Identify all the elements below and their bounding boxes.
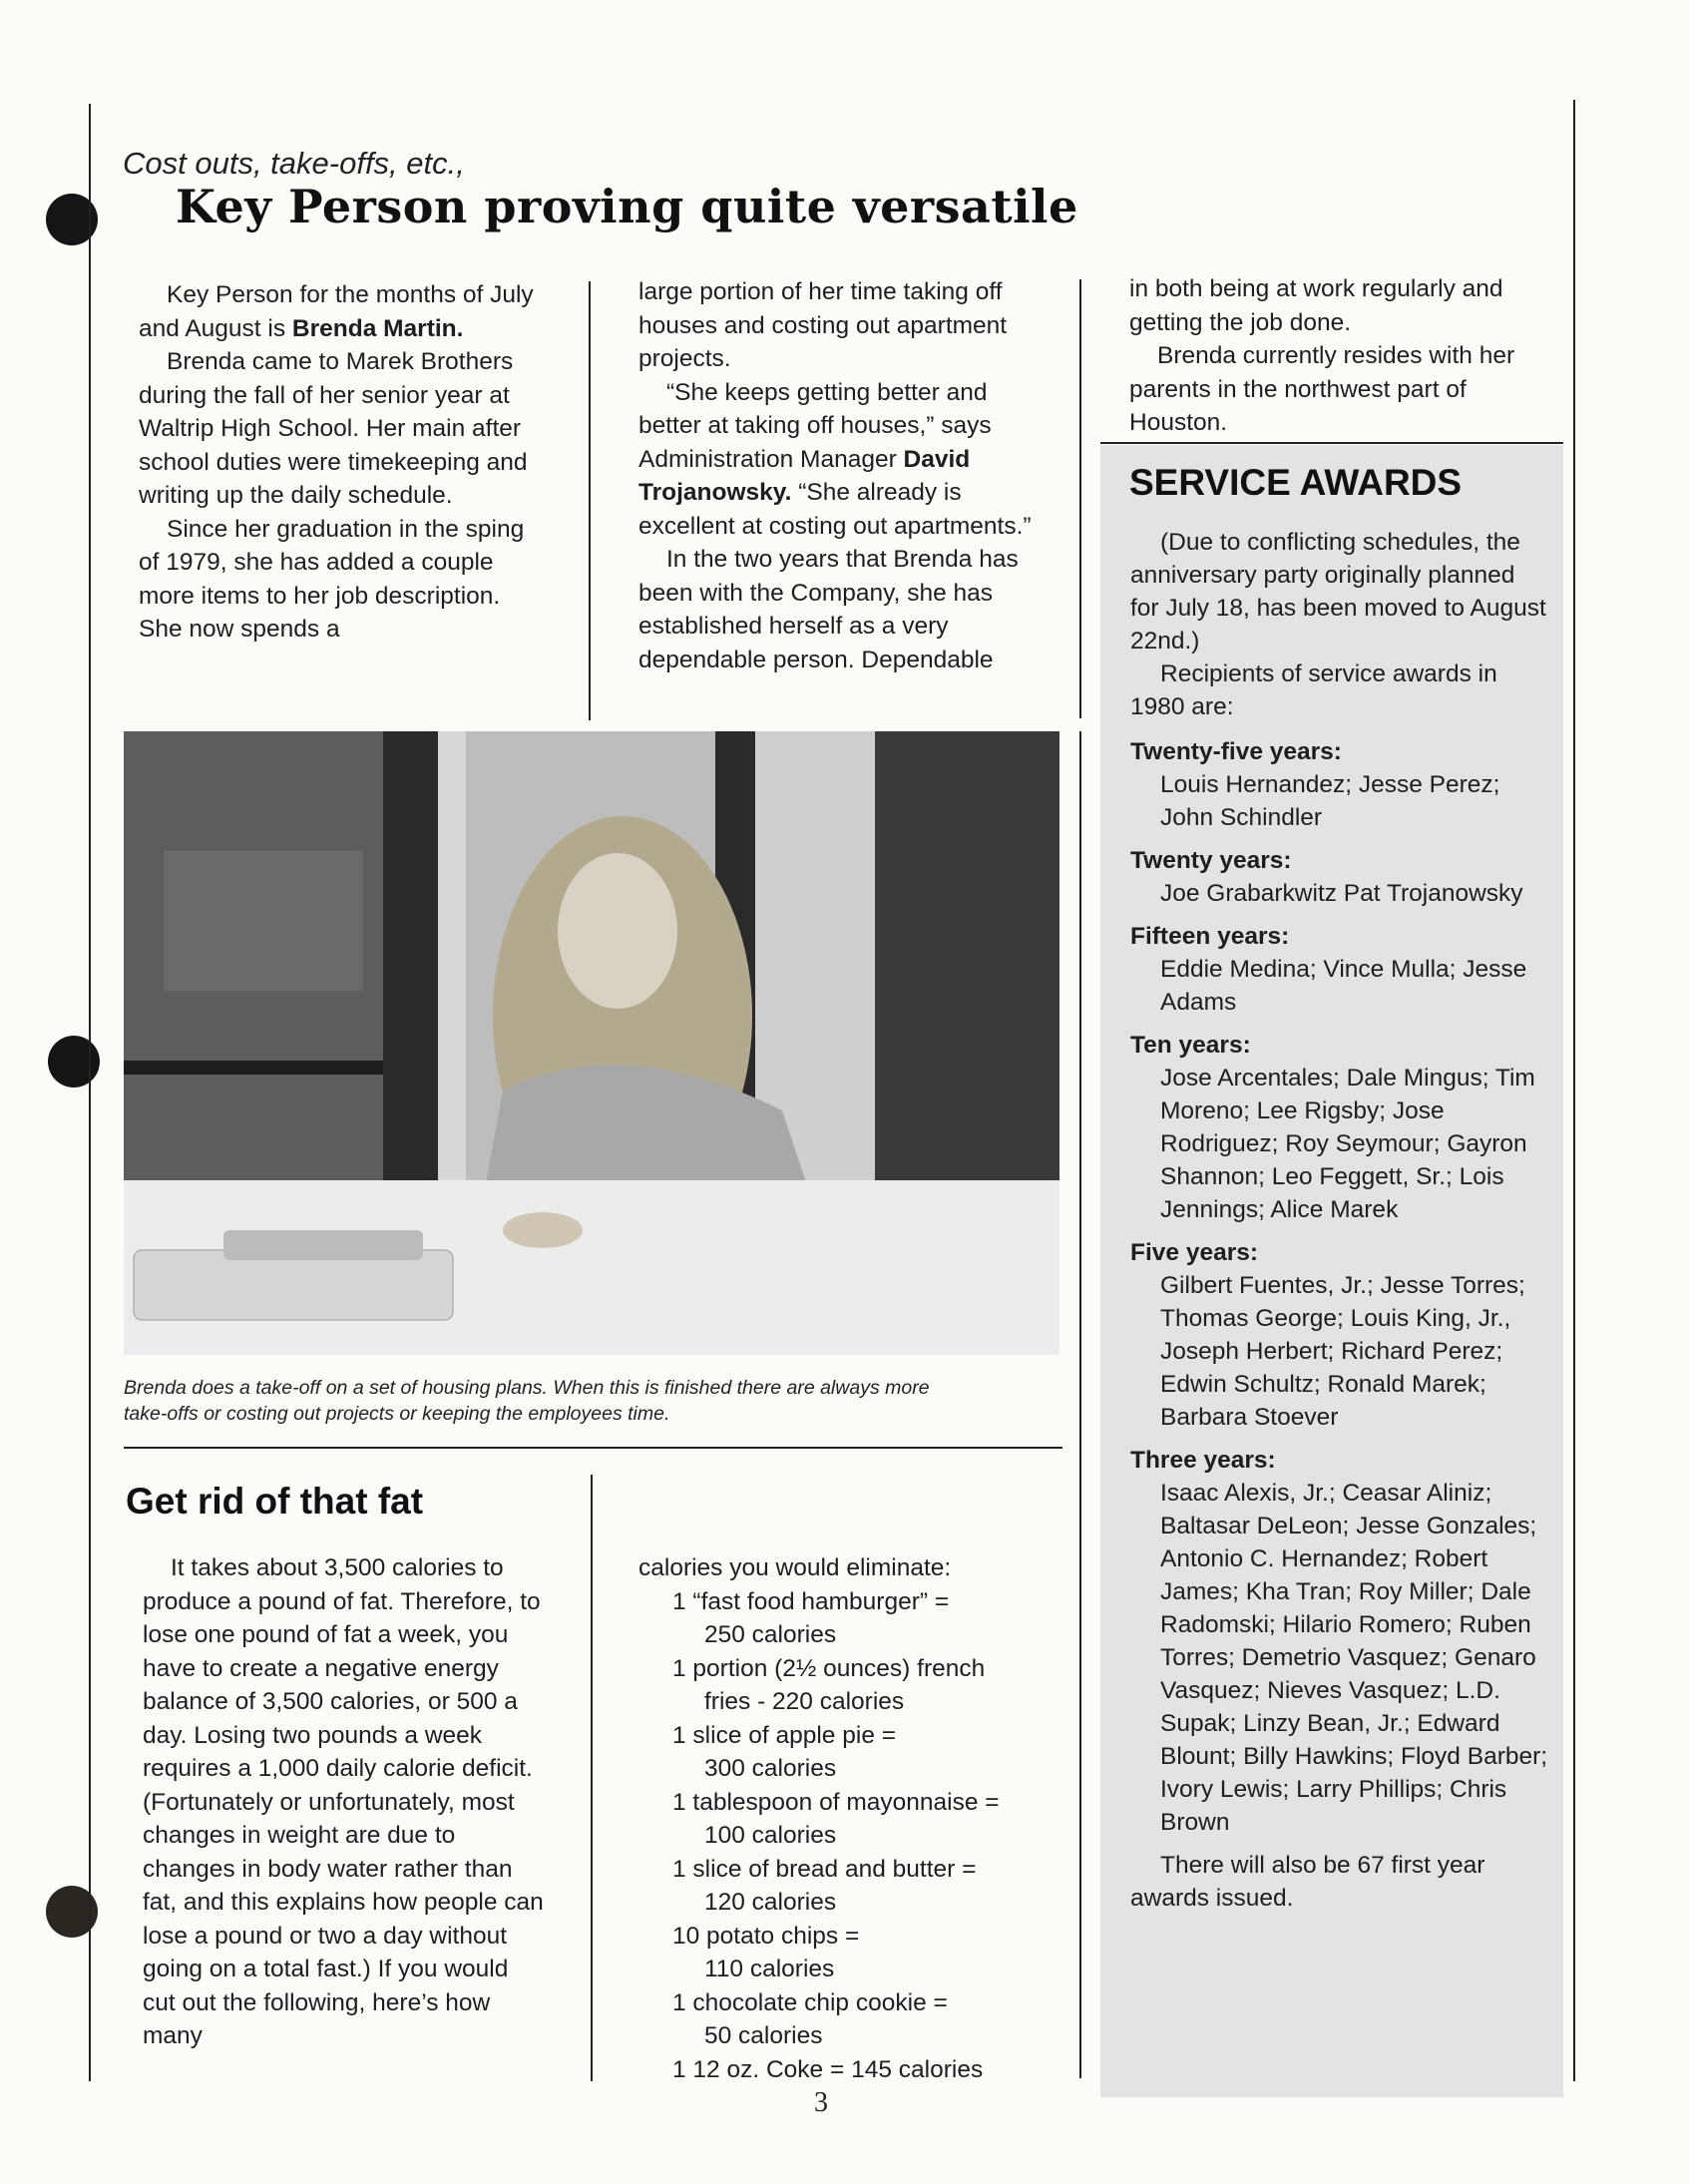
award-group [1130, 920, 1549, 1019]
article-kicker: Cost outs, take-offs, etc., [123, 146, 465, 181]
award-group-names: Isaac Alexis, Jr.; Ceasar Aliniz; Baltasar DeLeon; Jesse Gonzales; Antonio C. Hernandez; Robert James; Kha Tran; Roy Miller; Dale Radomski; Hilario Romero; Ruben Torres; Demetrio Vasquez; Genaro Vasquez; Nieves Vasquez; L.D. Supak; Linzy Bean, Jr.; Edward Blount; Billy Hawkins; Floyd Barber; Ivory Lewis; Larry Phillips; Chris Brown [1160, 1480, 1548, 1836]
column-divider-3 [591, 1475, 593, 2081]
list-intro: calories you would eliminate: [638, 1554, 952, 1581]
service-awards-body [1130, 526, 1549, 1915]
intro-text: Key Person for the months of July and August is [139, 281, 534, 342]
calorie-list-item [638, 1585, 1057, 1652]
article-column-2 [638, 275, 1043, 676]
sidebar-left-rule [1079, 731, 1081, 2078]
award-group-names: Eddie Medina; Vince Mulla; Jesse Adams [1160, 956, 1527, 1016]
calorie-list-item [638, 1853, 1057, 1920]
column-divider-2 [1079, 279, 1081, 718]
award-group-title: Fifteen years: [1130, 923, 1290, 950]
caption-line: take-offs or costing out projects or keeping the employees time. [124, 1403, 670, 1425]
page-number: 3 [814, 2087, 828, 2118]
award-group [1130, 1444, 1549, 1839]
quote-text: “She already is excellent at costing out apartments.” [638, 479, 1032, 540]
award-group [1130, 735, 1549, 834]
calorie-item-line: 1 12 oz. Coke = 145 calories [672, 2055, 984, 2083]
fat-article-body [143, 1551, 547, 2053]
calorie-list-item [638, 1786, 1057, 1853]
service-awards-title: SERVICE AWARDS [1129, 462, 1463, 503]
paragraph: In the two years that Brenda has been with the Company, she has established herself as a very dependable person. Dependable [638, 546, 1019, 673]
key-person-name: Brenda Martin. [291, 314, 464, 342]
calorie-item-line: 1 slice of apple pie = [672, 1721, 897, 1749]
award-group-title: Three years: [1130, 1447, 1276, 1474]
article-headline-fat: Get rid of that fat [126, 1481, 424, 1522]
calorie-item-line: 1 chocolate chip cookie = [672, 1988, 948, 2016]
calorie-item-line: 1 “fast food hamburger” = [672, 1587, 950, 1615]
paragraph: It takes about 3,500 calories to produce a pound of fat. Therefore, to lose one pound of fat a week, you have to create a negative energy balance of 3,500 calories, or 500 a day. Losing two pounds a week requires a 1,000 daily calorie deficit. (Fortunately or unfortunately, most changes in weight are due to changes in body water rather than fat, and this explains how people can lose a pound or two a day without going on a total fast.) If you would cut out the following, here’s how many [143, 1554, 544, 2049]
calorie-item-line: 10 potato chips = [672, 1922, 860, 1950]
award-group-title: Twenty years: [1130, 847, 1292, 874]
award-group-title: Ten years: [1130, 1032, 1251, 1059]
paragraph: Brenda came to Marek Brothers during the fall of her senior year at Waltrip High School. Her main after school duties were timekeeping and writing up the daily schedule. [139, 348, 528, 509]
column-divider-1 [589, 281, 591, 720]
calorie-item-value: 250 calories [704, 1621, 837, 1648]
calorie-items [638, 1585, 1057, 2087]
calorie-list [638, 1551, 1057, 2086]
calorie-list-item [638, 1920, 1057, 1986]
calorie-item-value: 50 calories [704, 2022, 823, 2049]
award-group [1130, 1236, 1549, 1434]
award-group-names: Gilbert Fuentes, Jr.; Jesse Torres; Thomas George; Louis King, Jr., Joseph Herbert; Richard Perez; Edwin Schultz; Ronald Marek; Barbara Stoever [1160, 1272, 1525, 1431]
photo-caption [124, 1375, 1052, 1427]
calorie-item-line: 1 tablespoon of mayonnaise = [672, 1788, 1000, 1816]
paragraph: Brenda currently resides with her parents in the northwest part of Houston. [1129, 342, 1515, 436]
award-group-title: Five years: [1130, 1239, 1259, 1266]
calorie-item-value: 100 calories [704, 1822, 837, 1849]
photo-illustration [124, 731, 1059, 1355]
calorie-item-line: 1 portion (2½ ounces) french [672, 1654, 986, 1682]
calorie-item-value: 300 calories [704, 1755, 837, 1782]
awards-intro: Recipients of service awards in 1980 are: [1130, 660, 1497, 720]
awards-intro: (Due to conflicting schedules, the anniversary party originally planned for July 18, has been moved to August 22nd.) [1130, 529, 1546, 655]
calorie-list-item [638, 1986, 1057, 2053]
photo-brenda-martin [124, 731, 1059, 1355]
binder-hole-middle [48, 1036, 100, 1088]
paragraph: Since her graduation in the sping of 1979, she has added a couple more items to her job description. She now spends a [139, 515, 525, 643]
award-group-title: Twenty-five years: [1130, 738, 1342, 765]
calorie-item-line: 1 slice of bread and butter = [672, 1855, 977, 1883]
calorie-item-value: 110 calories [704, 1956, 835, 1982]
caption-line: Brenda does a take-off on a set of housing plans. When this is finished there are always more [124, 1377, 930, 1399]
left-margin-rule [89, 104, 91, 2081]
section-divider [124, 1447, 1062, 1449]
calorie-list-item [638, 1652, 1057, 1719]
article-column-3 [1129, 272, 1548, 440]
article-column-1 [139, 278, 538, 647]
right-margin-rule [1573, 100, 1575, 2081]
awards-closing: There will also be 67 first year awards issued. [1130, 1852, 1485, 1912]
calorie-item-value: fries - 220 calories [704, 1688, 905, 1715]
calorie-item-value: 120 calories [704, 1889, 837, 1916]
paragraph: in both being at work regularly and getting the job done. [1129, 275, 1503, 336]
award-group [1130, 844, 1549, 910]
article-headline: Key Person proving quite versatile [176, 180, 1078, 233]
calorie-list-item [638, 1719, 1057, 1786]
award-groups [1130, 735, 1549, 1839]
sidebar-top-rule [1100, 442, 1563, 444]
quoted-person-name: David Trojanowsky. [638, 445, 971, 506]
award-group-names: Jose Arcentales; Dale Mingus; Tim Moreno; Lee Rigsby; Jose Rodriguez; Roy Seymour; Gayron Shannon; Leo Feggett, Sr.; Lois Jennings; Alice Marek [1160, 1065, 1535, 1223]
award-group-names: Louis Hernandez; Jesse Perez; John Schindler [1160, 771, 1500, 831]
calorie-list-item [638, 2053, 1057, 2087]
paragraph: large portion of her time taking off houses and costing out apartment projects. [638, 278, 1008, 372]
award-group [1130, 1029, 1549, 1226]
award-group-names: Joe Grabarkwitz Pat Trojanowsky [1160, 880, 1523, 907]
quote-text: “She keeps getting better and better at taking off houses,” says Administration Manager [638, 378, 992, 473]
